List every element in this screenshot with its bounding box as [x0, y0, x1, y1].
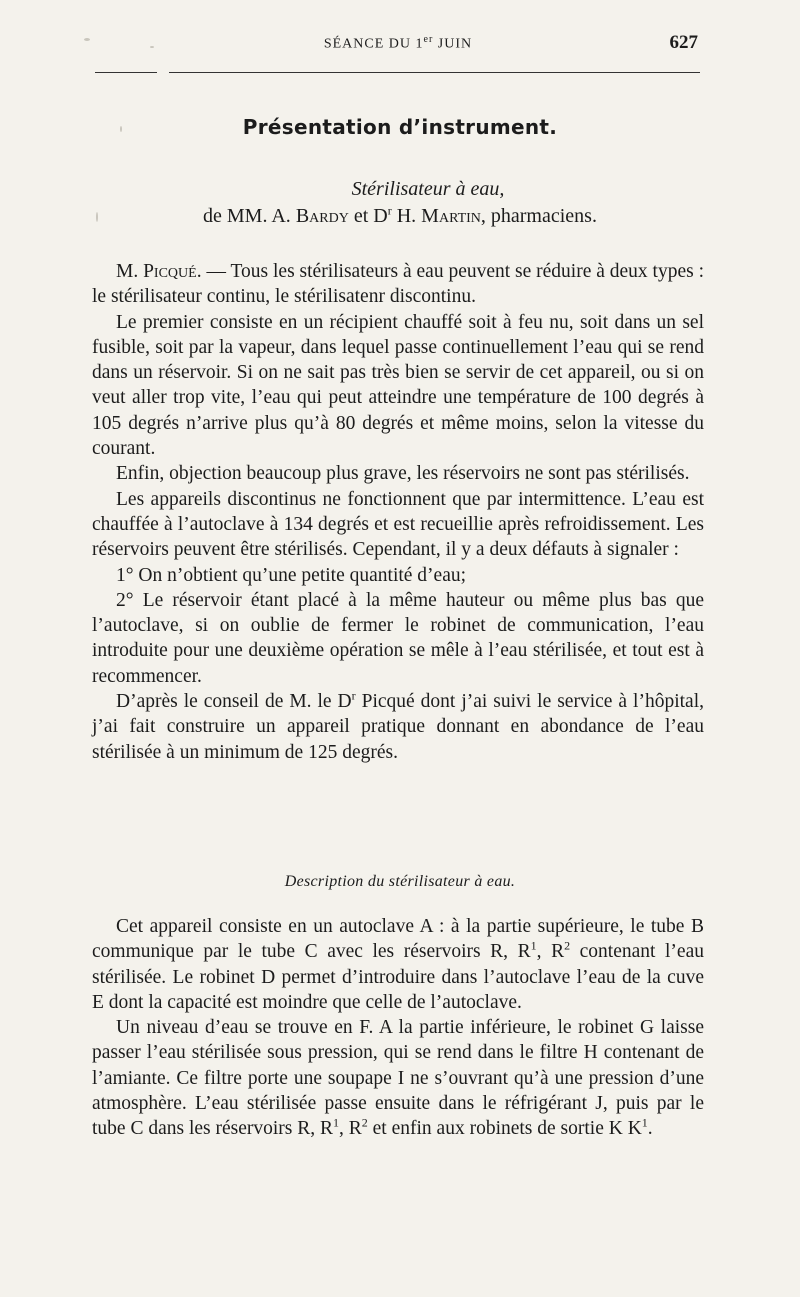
description-heading: Description du stérilisateur à eau. — [284, 873, 516, 890]
paragraph-sup: 2 — [564, 938, 571, 953]
author-name-bardy: Bardy — [295, 205, 349, 227]
subtitle-text: Stérilisateur à eau, — [351, 178, 505, 200]
paragraph-sup: 1 — [530, 938, 537, 953]
paragraph-text: — Tous les stérilisateurs à eau peuvent se réduire à deux types : le stérilisateur continu, le stérilisatenr discontinu. — [92, 261, 705, 308]
paragraph-sup: 2 — [361, 1115, 368, 1130]
header-rule-gap — [157, 71, 169, 74]
page-number: 627 — [669, 32, 698, 53]
paragraph-sup: r — [351, 688, 356, 703]
paragraph — [92, 914, 704, 1015]
paper-speckle — [96, 212, 98, 222]
running-head — [92, 34, 704, 56]
paragraph: Le premier consiste en un récipient chauffé soit à feu nu, soit dans un sel fusible, soit par la vapeur, dans lequel passe continuellement l’eau qui se rend dans un réservoir. Si on ne sait pas très bien se servir de cet appareil, ou si on veut aller trop vite, l’eau qui peut atteindre une température de 100 degrés à 105 degrés n’arrive plus qu’à 80 degrés et même moins, selon la vitesse du courant. — [92, 311, 704, 460]
authors-suffix: , pharmaciens. — [480, 205, 597, 227]
paragraph-text: et enfin aux robinets de sortie K K — [367, 1118, 642, 1140]
paragraph-text: Un niveau d’eau se trouve en F. A la partie inférieure, le robinet G laisse passer l’eau stérilisée sous pression, qui se rend dans le filtre H contenant de l’amiante. Ce filtre porte une soupape I ne s’ouvrant qu’à une pression d’une atmosphère. L’eau stérilisée passe ensuite dans le réfrigérant J, puis par le tube C dans les réservoirs R, R — [92, 1017, 704, 1140]
section-title: Présentation d’instrument. — [242, 115, 558, 139]
paragraph — [92, 259, 704, 310]
body-text — [92, 259, 704, 765]
paragraph-text: D’après le conseil de M. le D — [116, 691, 352, 713]
paragraph-sup: 1 — [333, 1115, 340, 1130]
paragraph: Enfin, objection beaucoup plus grave, les réservoirs ne sont pas stérilisés. — [116, 463, 690, 485]
running-title-suffix: JUIN — [433, 36, 473, 52]
authors-mid2: H. — [391, 205, 422, 227]
author-name-martin: Martin — [421, 205, 481, 227]
paragraph: 2° Le réservoir étant placé à la même hauteur ou même plus bas que l’autoclave, si on oublie de fermer le robinet de communication, l’eau introduite pour une deuxième opération se mêle à l’eau stérilisée, et tout est à recommencer. — [92, 589, 704, 687]
paragraph-text: Picqué dont j’ai suivi le service à l’hôpital, j’ai fait construire un appareil pratique donnant en abondance de l’eau stérilisée à un minimum de 125 degrés. — [92, 691, 704, 763]
paragraph-text: contenant l’eau stérilisée. Le robinet D permet d’introduire dans l’autoclave l’eau de la cuve E dont la capacité est moindre que celle de l’autoclave. — [92, 941, 704, 1013]
paragraph — [92, 1015, 704, 1141]
authors-mid: et D — [348, 205, 388, 227]
authors-prefix: de MM. A. — [203, 205, 296, 227]
authors-sup: r — [387, 203, 392, 218]
paragraph-text: , R — [339, 1118, 362, 1140]
paragraph-sup: 1 — [641, 1115, 648, 1130]
running-title-sup: er — [423, 34, 434, 45]
running-title — [92, 34, 704, 53]
paragraph-text: Cet appareil consiste en un autoclave A : à la partie supérieure, le tube B communique par le tube C avec les réservoirs R, R — [92, 916, 704, 963]
running-title-prefix: SÉANCE DU 1 — [323, 36, 424, 52]
paper-speckle — [84, 38, 90, 41]
paragraph: Les appareils discontinus ne fonctionnent que par intermittence. L’eau est chauffée à l’autoclave à 134 degrés et est recueillie après refroidissement. Les réservoirs peuvent être stérilisés. Cependant, il y a deux défauts à signaler : — [92, 488, 704, 561]
paper-speckle — [150, 46, 154, 48]
speaker-name: M. Picqué. — [116, 261, 202, 282]
header-rule — [95, 72, 700, 73]
paragraph-text: , R — [536, 941, 565, 963]
paragraph: 1° On n’obtient qu’une petite quantité d’eau; — [116, 564, 467, 586]
paper-speckle — [120, 126, 122, 132]
paragraph — [92, 689, 704, 765]
description-text — [92, 914, 704, 1142]
authors-line — [0, 205, 800, 228]
subtitle — [0, 178, 800, 201]
paragraph-text: . — [647, 1118, 653, 1140]
